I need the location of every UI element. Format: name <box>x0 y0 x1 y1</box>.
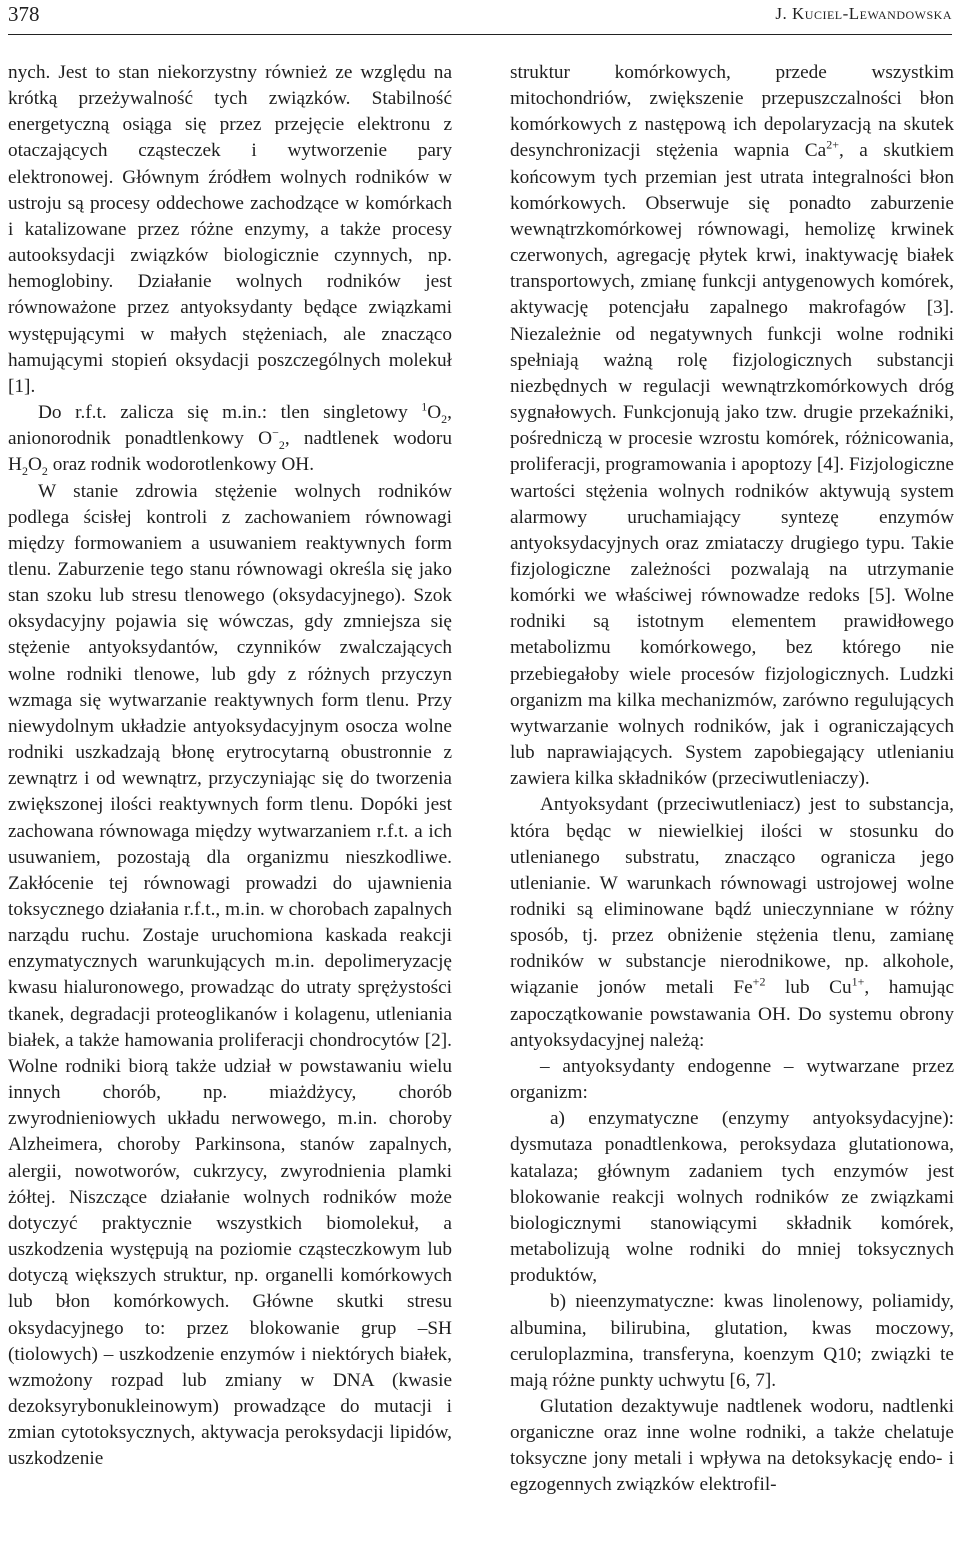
left-paragraph-3: W stanie zdrowia stężenie wolnych rodników podlega ścisłej kontroli z zachowaniem równowagi między formowaniem a usuwaniem reaktywnych form tlenu. Zaburzenie tego stanu równowagi określa się jako stan szoku lub stresu tlenowego (oksydacyjnego). Szok oksydacyjny pojawia się wówczas, gdy zmniejsza się stężenie antyoksydantów, czynników zwalczających wolne rodniki tlenowe, lub gdy z różnych przyczyn wzmaga się wytwarzanie reaktywnych form tlenu. Przy niewydolnym układzie antyoksydacyjnym osocza wolne rodniki uszkadzają błonę erytrocytarną obustronnie z zewnątrz i od wewnątrz, przyczyniając się do tworzenia zwiększonej ilości reaktywnych form tlenu. Dopóki jest zachowana równowaga między wytwarzaniem r.f.t. a ich usuwaniem, pozostają dla organizmu nieszkodliwe. Zakłócenie tej równowagi prowadzi do ujawnienia toksycznego działania r.f.t., m.in. w chorobach zapalnych narządu ruchu. Zostaje uruchomiona kaskada reakcji enzymatycznych warunkujących m.in. depolimeryzację kwasu hialuronowego, prowadząc do utraty sprężystości tkanek, degradacji proteoglikanów i kolagenu, utleniania białek, a także hamowania proliferacji chondrocytów [2]. Wolne rodniki biorą także udział w powstawaniu wielu innych chorób, np. miażdżycy, chorób zwyrodnieniowych układu nerwowego, m.in. choroby Alzheimera, choroby Parkinsona, stanów zapalnych, alergii, nowotworów, cukrzycy, zwyrodnienia plamki żółtej. Niszczące działanie wolnych rodników może dotyczyć praktycznie wszystkich biomolekuł, a uszkodzenia występują na poziomie cząsteczkowym lub dotyczą większych struktur, np. organelli komórkowych lub błon komórkowych. Główne skutki stresu oksydacyjnego to: przez blokowanie grup –SH (tiolowych) – uszkodzenie enzymów i niektórych białek, wzmożony rozpad lub zmiany w DNA (kwasie dezoksyrybonukleinowym) prowadzące do mutacji i zmian cytotoksycznych, aktywacja peroksydacji lipidów, uszkodzenie <box>8 480 452 1470</box>
page-header <box>8 0 952 35</box>
left-paragraph-1: nych. Jest to stan niekorzystny również ze względu na krótką przeżywalność tych związków. Stabilność energetyczną osiąga się przez przejęcie elektronu z otaczających cząsteczek i wytworzenie pary elektronowej. Głównym źródłem wolnych rodników w ustroju są procesy oddechowe zachodzące w komórkach i katalizowane przez różne enzymy, a także procesy autooksydacji związków biologicznie czynnych, np. hemoglobiny. Działanie wolnych rodników jest równoważone przez antyoksydanty będące związkami występującymi w małych stężeniach, ale znacząco hamującymi stopień oksydacji poszczególnych molekuł [1]. <box>8 62 452 397</box>
left-column <box>8 60 452 1472</box>
right-paragraph-glutation: Glutation dezaktywuje nadtlenek wodoru, nadtlenki organiczne oraz inne wolne rodniki, a także chelatuje toksyczne jony metali i wpływa na detoksykację endo- i egzogennych związków elektrofil- <box>510 1395 954 1496</box>
right-column <box>510 60 954 1499</box>
right-paragraph-1: struktur komórkowych, przede wszystkim mitochondriów, zwiększenie przepuszczalności błon komórkowych z następową ich depolaryzacją na skutek desynchronizacji stężenia wapnia $Ca^{2+}$, a skutkiem końcowym tych przemian jest utrata integralności błon komórkowych. Obserwuje się ponadto zaburzenie wewnątrzkomórkowej równowagi, hemolizę krwinek czerwonych, agregację płytek krwi, inaktywację białek transportowych, zmianę funkcji antygenowych komórek, aktywację potencjału zapalnego makrofagów [3]. Niezależnie od negatywnych funkcji wolne rodniki spełniają ważną rolę fizjologicznych substancji niezbędnych w regulacji wewnątrzkomórkowych dróg sygnałowych. Funkcjonują jako tzw. drugie przekaźniki, pośredniczą w procesie wzrostu komórek, różnicowania, proliferacji, programowania i apoptozy [4]. Fizjologiczne wartości stężenia wolnych rodników aktywują system alarmowy uruchamiający syntezę enzymów antyoksydacyjnych oraz zmiataczy drugiego typu. Takie fizjologiczne zależności pozwalają na utrzymanie komórki we właściwej równowadze redoks [5]. Wolne rodniki są istotnym elementem prawidłowego metabolizmu komórkowego, bez którego nie przebiegałoby wiele procesów fizjologicznych. Ludzki organizm ma kilka mechanizmów, zarówno regulujących wytwarzanie wolnych rodników, jak i ograniczających lub naprawiających. System zapobiegający utlenianiu zawiera kilka składników (przeciwutleniaczy). <box>510 62 955 790</box>
running-head-author: J. Kuciel-Lewandowska <box>775 4 952 23</box>
page-number: 378 <box>8 2 40 26</box>
list-item-endogenous: – antyoksydanty endogenne – wytwarzane przez organizm: <box>510 1055 954 1104</box>
right-paragraph-2: Antyoksydant (przeciwutleniacz) jest to substancja, która będąc w niewielkiej ilości w stosunku do utlenianego substratu, znacząco ogranicza jego utlenianie. W warunkach równowagi ustrojowej wolne rodniki są eliminowane bądź unieczynniane w różny sposób, tj. przez obniżenie stężenia tlenu, zamianę rodników w substancje nierodnikowe, np. alkohole, wiązanie jonów metali $Fe^{+2}$ lub $Cu^{1+}$, hamując zapoczątkowanie powstawania OH. Do systemu obrony antyoksydacyjnej należą: <box>510 794 955 1051</box>
list-item-nonenzymatic: b) nieenzymatyczne: kwas linolenowy, poliamidy, albumina, bilirubina, glutation, kwas moczowy, ceruloplazmina, transferyna, koenzym Q10; związki te mają różne punkty uchwytu [6, 7]. <box>510 1291 954 1391</box>
left-paragraph-2: Do r.f.t. zalicza się m.in.: tlen singletowy $^1O_2$, anionorodnik ponadtlenkowy $O^-_2$, nadtlenek wodoru $H_2O_2$ oraz rodnik wodorotlenkowy OH. <box>8 399 452 479</box>
list-item-enzymatic: a) enzymatyczne (enzymy antyoksydacyjne): dysmutaza ponadtlenkowa, peroksydaza glutationowa, katalaza; głównym zadaniem tych enzymów jest blokowanie reakcji wolnych rodników ze związkami biologicznymi stanowiącymi składnik komórek, metabolizują wolne rodniki do mniej toksycznych produktów, <box>510 1108 954 1287</box>
